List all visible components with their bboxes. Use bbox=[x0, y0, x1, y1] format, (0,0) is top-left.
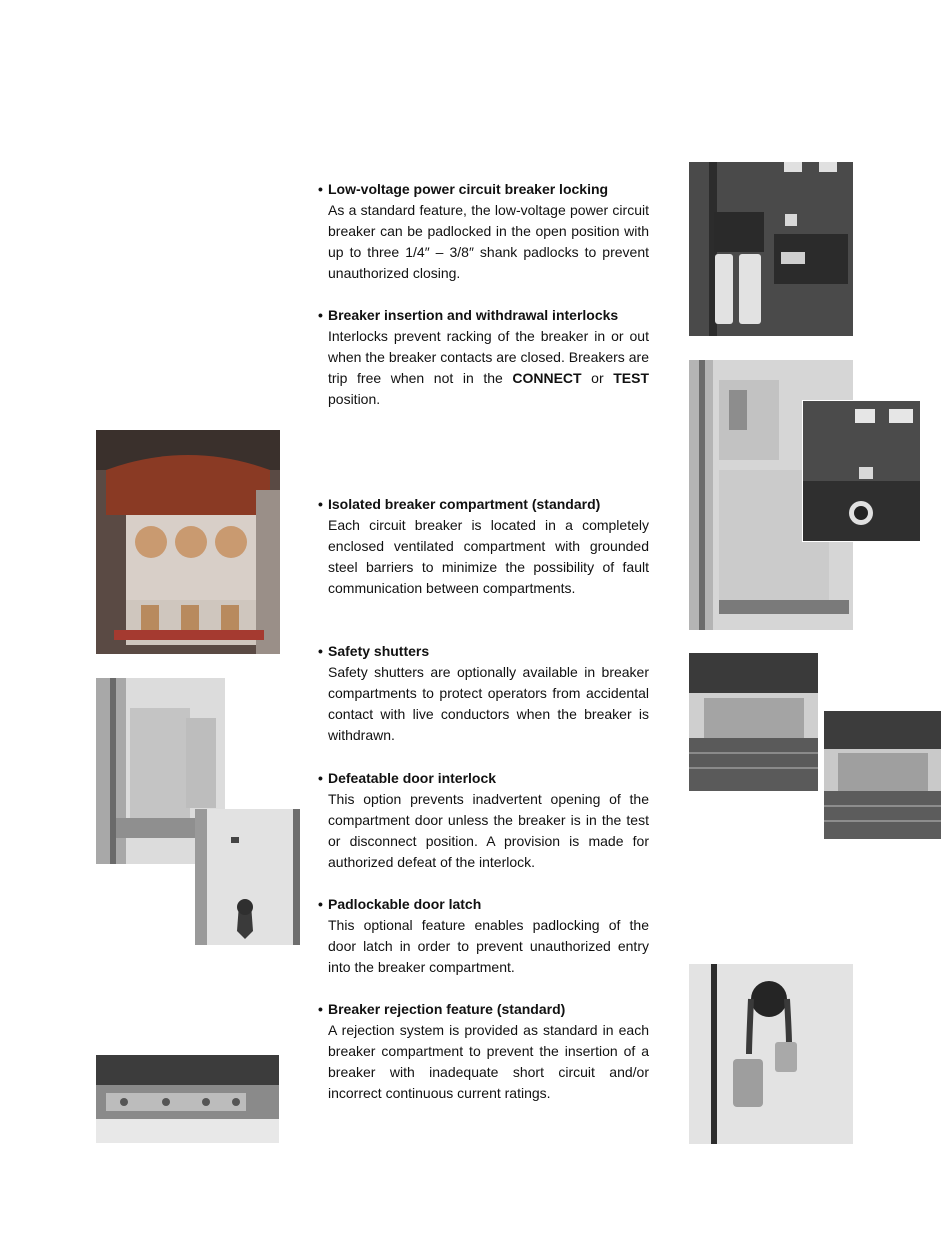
feature-body: This option prevents inadvertent opening of the compartment door unless the breaker is in the test or disconnect position. A provision is made for authorized defeat of the interlock. bbox=[328, 791, 649, 870]
feature-heading bbox=[318, 999, 649, 1020]
feature-heading-text: Isolated breaker compartment (standard) bbox=[328, 496, 601, 512]
photo-safety-shutters-open bbox=[824, 711, 941, 839]
feature-body: As a standard feature, the low-voltage power circuit breaker can be padlocked in the open position with up to three 1/4″ – 3/8″ shank padlocks to prevent unauthorized closing. bbox=[328, 202, 649, 281]
feature-heading bbox=[318, 641, 649, 662]
bullet: • bbox=[318, 896, 323, 912]
feature-rejection bbox=[318, 999, 649, 1104]
feature-heading-text: Defeatable door interlock bbox=[328, 770, 497, 786]
feature-heading bbox=[318, 179, 649, 200]
test-term: TEST bbox=[613, 370, 649, 386]
feature-door-interlock bbox=[318, 768, 649, 873]
bullet: • bbox=[318, 770, 323, 786]
body-text: or bbox=[581, 370, 614, 386]
bullet: • bbox=[318, 1001, 323, 1017]
feature-body: Safety shutters are optionally available in breaker compartments to protect operators from accidental contact with live conductors when the breaker is withdrawn. bbox=[328, 664, 649, 743]
bullet: • bbox=[318, 643, 323, 659]
bullet: • bbox=[318, 181, 323, 197]
feature-heading-text: Padlockable door latch bbox=[328, 896, 482, 912]
feature-heading bbox=[318, 305, 649, 326]
feature-heading-text: Breaker rejection feature (standard) bbox=[328, 1001, 566, 1017]
photo-test-connect-indicator bbox=[802, 400, 921, 542]
body-text: position. bbox=[328, 391, 381, 407]
bullet: • bbox=[318, 496, 323, 512]
feature-heading-text: Breaker insertion and withdrawal interlocks bbox=[328, 307, 619, 323]
photo-safety-shutters-closed bbox=[689, 653, 818, 791]
feature-isolated-compartment bbox=[318, 494, 649, 599]
connect-term: CONNECT bbox=[512, 370, 582, 386]
feature-body: Each circuit breaker is located in a completely enclosed ventilated compartment with grounded steel barriers to minimize the possibility of fault communication between compartments. bbox=[328, 517, 649, 596]
bullet: • bbox=[318, 307, 323, 323]
feature-body bbox=[318, 326, 649, 410]
body-text: Interlocks prevent racking of the breaker in or out when the breaker contacts are closed. Breakers are trip free when not in the bbox=[328, 328, 649, 386]
photo-breaker-compartment-bus bbox=[96, 430, 280, 654]
feature-heading bbox=[318, 768, 649, 789]
feature-safety-shutters bbox=[318, 641, 649, 746]
photo-rejection-feature bbox=[96, 1055, 279, 1143]
feature-heading bbox=[318, 494, 649, 515]
photo-breaker-padlock-slots bbox=[689, 162, 853, 336]
feature-padlockable-latch bbox=[318, 894, 649, 978]
feature-insertion-interlocks bbox=[318, 305, 649, 410]
feature-breaker-locking bbox=[318, 179, 649, 284]
feature-body: A rejection system is provided as standard in each breaker compartment to prevent the insertion of a breaker with inadequate short circuit and/or incorrect continuous current ratings. bbox=[328, 1022, 649, 1101]
feature-heading-text: Low-voltage power circuit breaker locking bbox=[328, 181, 609, 197]
feature-heading bbox=[318, 894, 649, 915]
feature-body: This optional feature enables padlocking of the door latch in order to prevent unauthorized entry into the breaker compartment. bbox=[328, 917, 649, 975]
feature-heading-text: Safety shutters bbox=[328, 643, 430, 659]
photo-padlocked-door-latch bbox=[689, 964, 853, 1144]
photo-door-interlock-handle bbox=[195, 809, 300, 945]
